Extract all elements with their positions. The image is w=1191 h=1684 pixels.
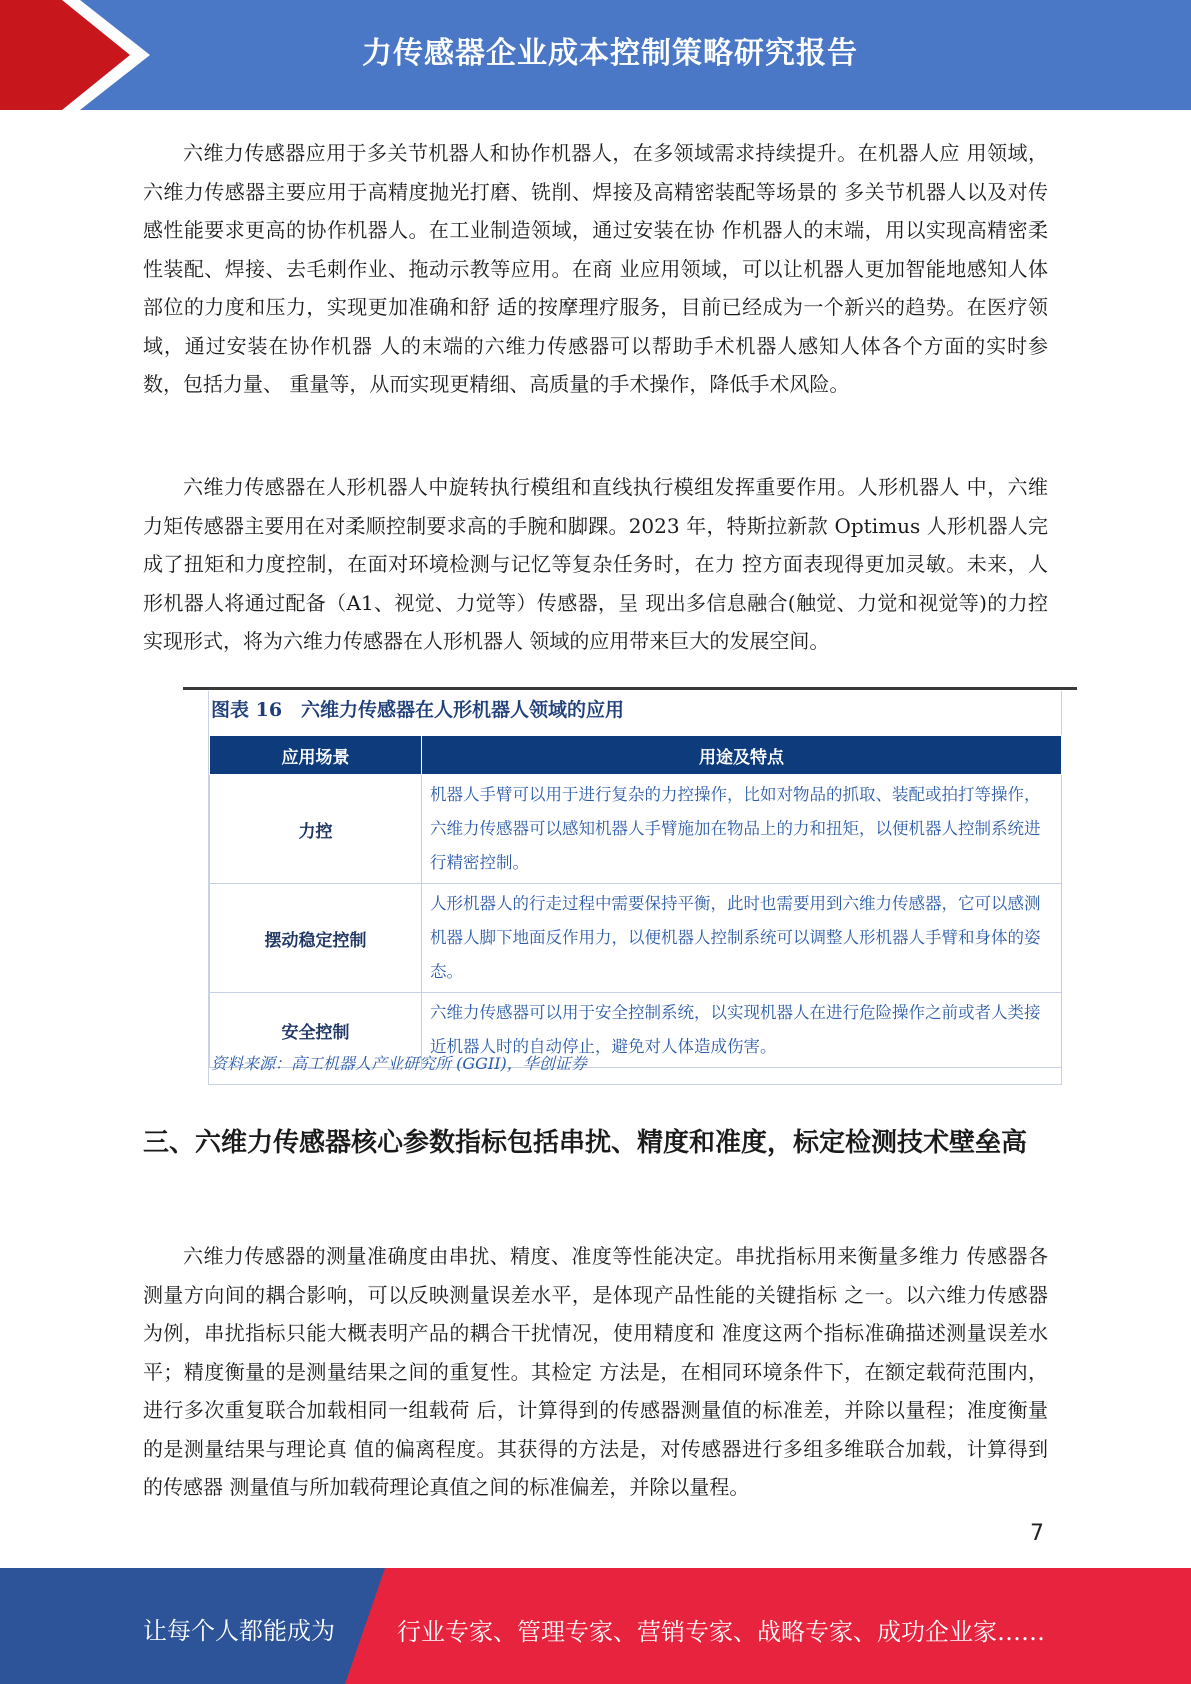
- table-cell-desc: 人形机器人的行走过程中需要保持平衡，此时也需要用到六维力传感器，它可以感测机器人脚下地面反作用力，以便机器人控制系统可以调整人形机器人手臂和身体的姿态。: [422, 884, 1062, 993]
- paragraph-humanoid: 六维力传感器在人形机器人中旋转执行模组和直线执行模组发挥重要作用。人形机器人 中，六维力矩传感器主要用在对柔顺控制要求高的手腕和脚踝。2023 年，特斯拉新款 Optimus 人形机器人完成了扭矩和力度控制，在面对环境检测与记忆等复杂任务时，在力 控方面表现得更加灵敏。未来，人形机器人将通过配备（A1、视觉、力觉等）传感器，呈 现出多信息融合(触觉、力觉和视觉等)的力控实现形式，将为六维力传感器在人形机器人 领域的应用带来巨大的发展空间。: [143, 475, 1048, 653]
- table-header-row: [210, 736, 1062, 775]
- table-row: [210, 884, 1062, 993]
- figure-16: [183, 687, 1077, 1085]
- table-cell-scene: 安全控制: [210, 993, 422, 1068]
- table-header-usage: 用途及特点: [422, 736, 1062, 775]
- table-header-scene: 应用场景: [210, 736, 422, 775]
- footer-banner: [0, 1568, 1191, 1684]
- table-cell-scene: 摆动稳定控制: [210, 884, 422, 993]
- figure-top-rule: [183, 687, 1077, 690]
- table-cell-desc: 六维力传感器可以用于安全控制系统，以实现机器人在进行危险操作之前或者人类接近机器人时的自动停止，避免对人体造成伤害。: [422, 993, 1062, 1068]
- report-title: 力传感器企业成本控制策略研究报告: [362, 36, 858, 71]
- page-number: 7: [1030, 1521, 1044, 1546]
- table-cell-desc: 机器人手臂可以用于进行复杂的力控操作，比如对物品的抓取、装配或拍打等操作，六维力传感器可以感知机器人手臂施加在物品上的力和扭矩，以便机器人控制系统进行精密控制。: [422, 775, 1062, 884]
- footer-slogan-left: 让每个人都能成为: [143, 1617, 335, 1645]
- figure-caption: 图表 16 六维力传感器在人形机器人领域的应用: [211, 699, 625, 721]
- paragraph-applications: 六维力传感器应用于多关节机器人和协作机器人，在多领域需求持续提升。在机器人应 用领域，六维力传感器主要应用于高精度抛光打磨、铣削、焊接及高精密装配等场景的 多关节机器人以及对传感性能要求更高的协作机器人。在工业制造领域，通过安装在协 作机器人的末端，用以实现高精密柔性装配、焊接、去毛刺作业、拖动示教等应用。在商 业应用领域，可以让机器人更加智能地感知人体部位的力度和压力，实现更加准确和舒 适的按摩理疗服务，目前已经成为一个新兴的趋势。在医疗领域，通过安装在协作机器 人的末端的六维力传感器可以帮助手术机器人感知人体各个方面的实时参数，包括力量、 重量等，从而实现更精细、高质量的手术操作，降低手术风险。: [143, 141, 1048, 396]
- footer-slogan-right: 行业专家、管理专家、营销专家、战略专家、成功企业家……: [397, 1618, 1045, 1646]
- figure-source: 资料来源：高工机器人产业研究所 (GGII)，华创证券: [211, 1054, 587, 1073]
- paragraph-parameters: 六维力传感器的测量准确度由串扰、精度、准度等性能决定。串扰指标用来衡量多维力 传感器各测量方向间的耦合影响，可以反映测量误差水平，是体现产品性能的关键指标 之一。以六维力传感器为例，串扰指标只能大概表明产品的耦合干扰情况，使用精度和 准度这两个指标准确描述测量误差水平；精度衡量的是测量结果之间的重复性。其检定 方法是，在相同环境条件下，在额定载荷范围内，进行多次重复联合加载相同一组载荷 后，计算得到的传感器测量值的标准差，并除以量程；准度衡量的是测量结果与理论真 值的偏离程度。其获得的方法是，对传感器进行多组多维联合加载，计算得到的传感器 测量值与所加载荷理论真值之间的标准偏差，并除以量程。: [143, 1244, 1048, 1499]
- table-row: [210, 775, 1062, 884]
- application-table: [209, 735, 1062, 1068]
- header-banner: [0, 0, 1191, 110]
- section-heading: 三、六维力传感器核心参数指标包括串扰、精度和准度，标定检测技术壁垒高: [143, 1128, 1028, 1158]
- table-cell-scene: 力控: [210, 775, 422, 884]
- header-arrow-decoration: [0, 0, 150, 110]
